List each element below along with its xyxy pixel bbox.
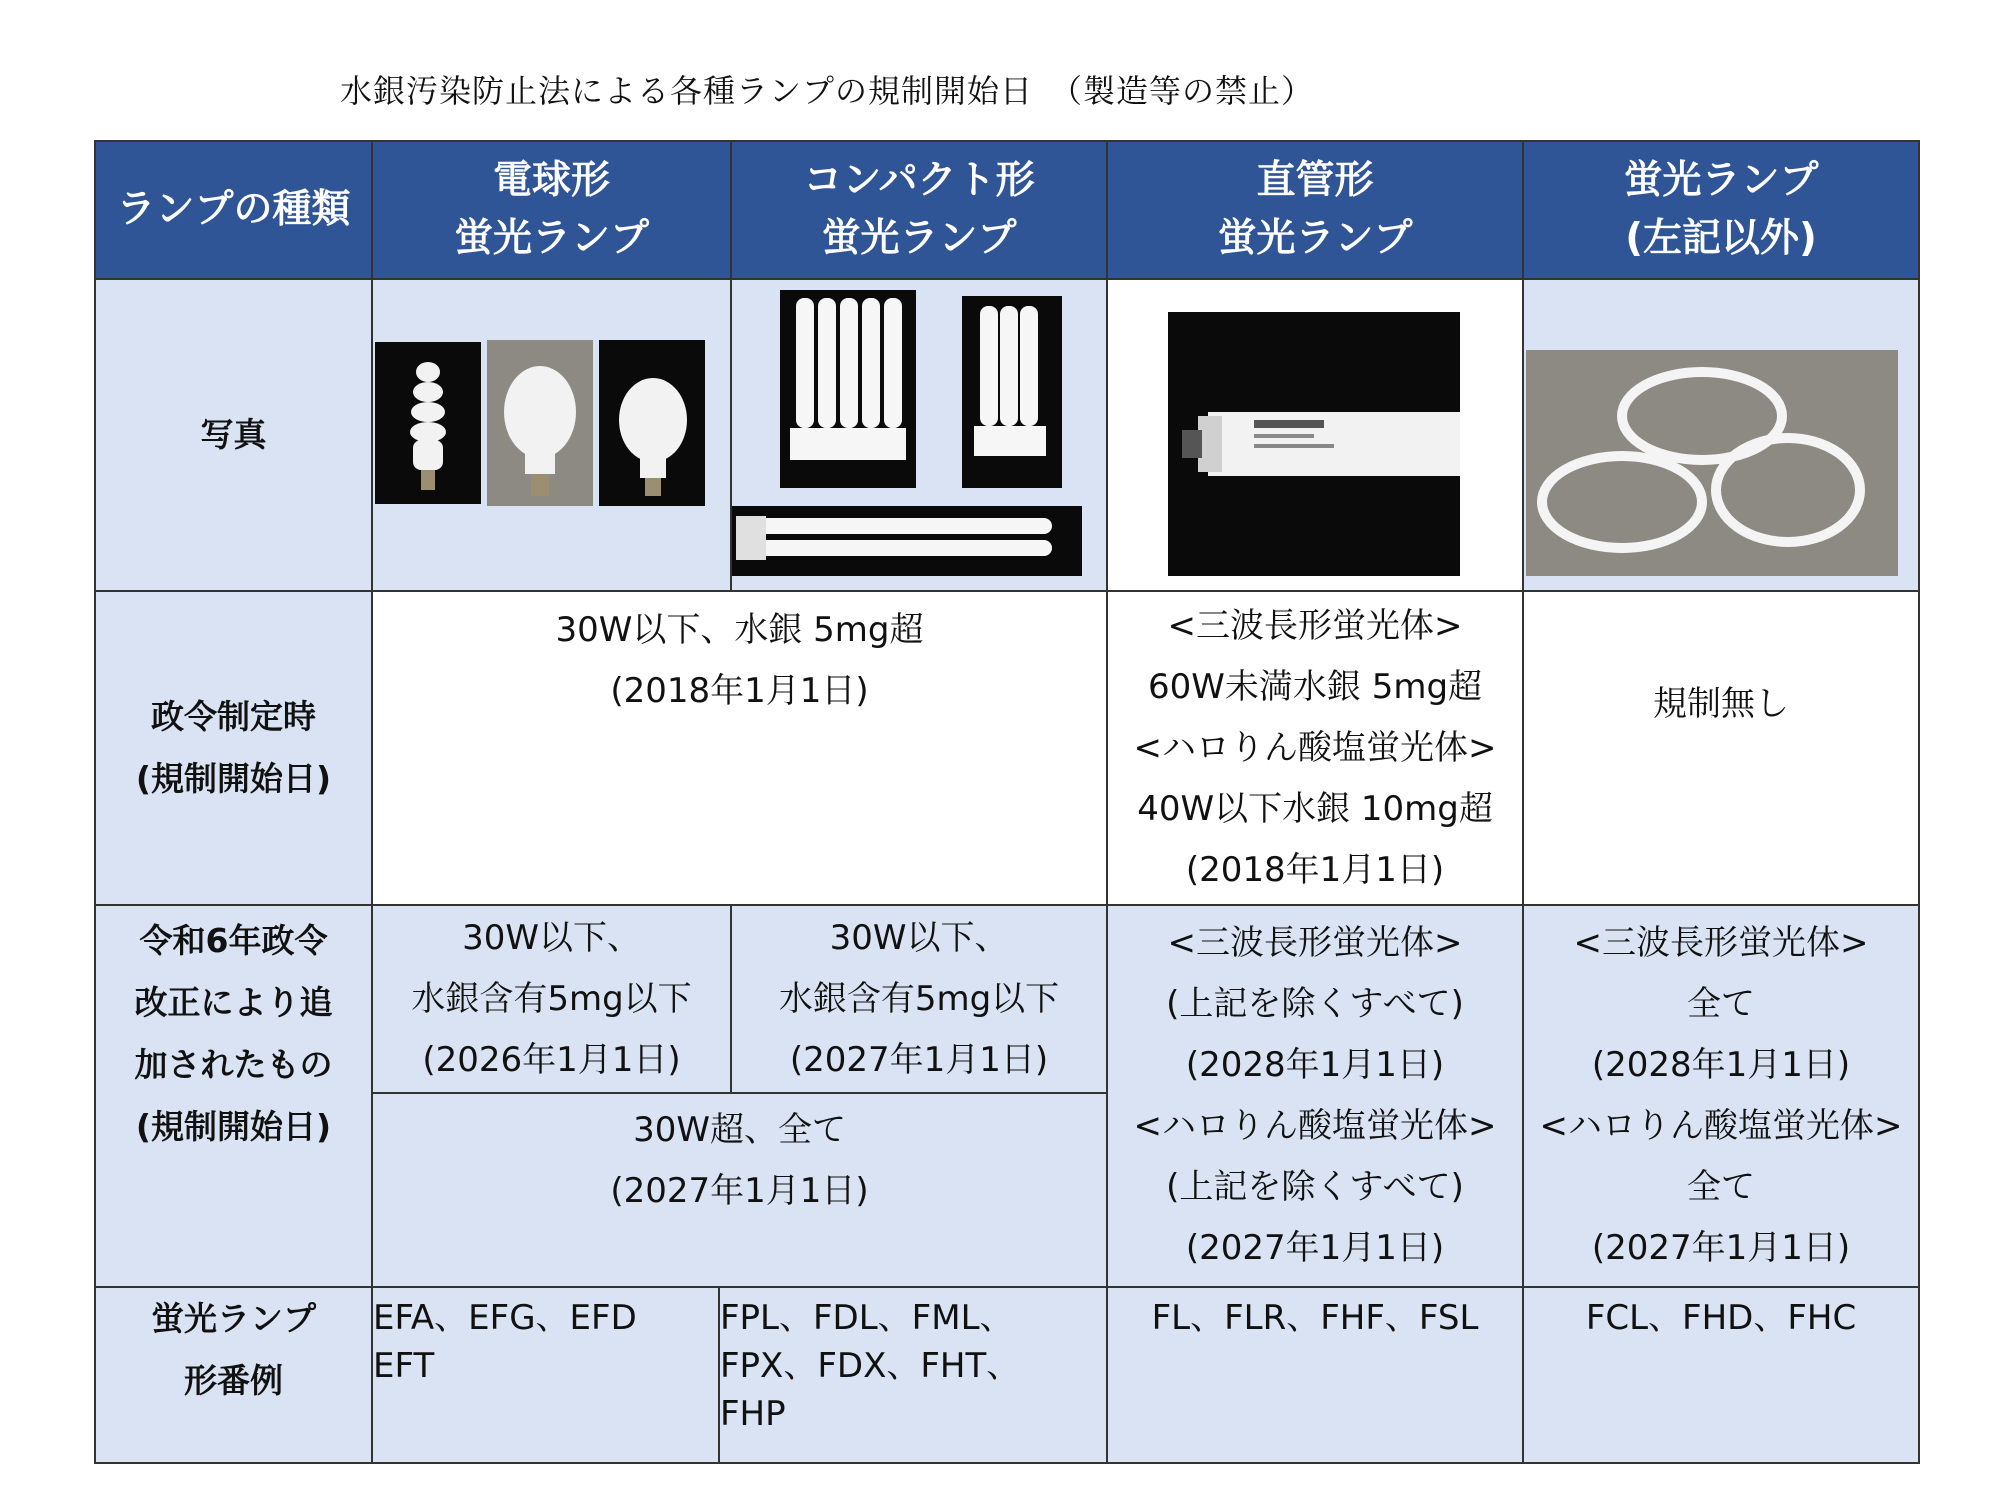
photo-label: 写真: [95, 279, 372, 591]
circular-lamps-photo: [1526, 350, 1898, 576]
models-other: FCL、FHD、FHC: [1523, 1287, 1919, 1463]
straight-lamp-photo: [1168, 312, 1460, 576]
amendment-bulb: 30W以下、 水銀含有5mg以下 (2026年1月1日): [372, 905, 731, 1093]
ordinance-straight: <三波長形蛍光体> 60W未満水銀 5mg超 <ハロりん酸塩蛍光体> 40W以下水銀 10mg超 (2018年1月1日): [1107, 591, 1523, 905]
amendment-compact: 30W以下、 水銀含有5mg以下 (2027年1月1日): [731, 905, 1107, 1093]
models-compact: FPL、FDL、FML、 FPX、FDX、FHT、 FHP: [719, 1287, 1107, 1463]
header-row: [95, 141, 1919, 279]
bulb-lamps-photo: [373, 340, 732, 510]
ordinance-label: 政令制定時 (規制開始日): [95, 591, 372, 905]
photo-bulb-cell: [372, 279, 731, 591]
header-lamp-type: ランプの種類: [95, 141, 372, 279]
ordinance-bulb-compact: 30W以下、水銀 5mg超 (2018年1月1日): [372, 591, 1107, 905]
photo-straight-cell: [1107, 279, 1523, 591]
photo-row: [95, 279, 1919, 591]
amendment-label: 令和6年政令 改正により追 加されたもの (規制開始日): [95, 905, 372, 1287]
page-title: 水銀汚染防止法による各種ランプの規制開始日 （製造等の禁止）: [340, 72, 1315, 110]
photo-compact-cell: [731, 279, 1107, 591]
amendment-straight: <三波長形蛍光体> (上記を除くすべて) (2028年1月1日) <ハロりん酸塩蛍光体> (上記を除くすべて) (2027年1月1日): [1107, 905, 1523, 1287]
photo-other-cell: [1523, 279, 1919, 591]
models-row: [95, 1287, 1919, 1463]
models-straight: FL、FLR、FHF、FSL: [1107, 1287, 1523, 1463]
compact-lamps-photo: [732, 288, 1108, 582]
models-bulb: EFA、EFG、EFD EFT: [372, 1287, 719, 1463]
header-bulb-type: 電球形 蛍光ランプ: [372, 141, 731, 279]
amendment-other: <三波長形蛍光体> 全て (2028年1月1日) <ハロりん酸塩蛍光体> 全て (2027年1月1日): [1523, 905, 1919, 1287]
regulation-table: [94, 140, 1920, 1464]
models-label: 蛍光ランプ 形番例: [95, 1287, 372, 1463]
amendment-row-top: [95, 905, 1919, 1093]
ordinance-row: [95, 591, 1919, 905]
ordinance-other: 規制無し: [1523, 591, 1919, 905]
header-compact-type: コンパクト形 蛍光ランプ: [731, 141, 1107, 279]
amendment-over30: 30W超、全て (2027年1月1日): [372, 1093, 1107, 1287]
header-other-type: 蛍光ランプ (左記以外): [1523, 141, 1919, 279]
header-straight-type: 直管形 蛍光ランプ: [1107, 141, 1523, 279]
